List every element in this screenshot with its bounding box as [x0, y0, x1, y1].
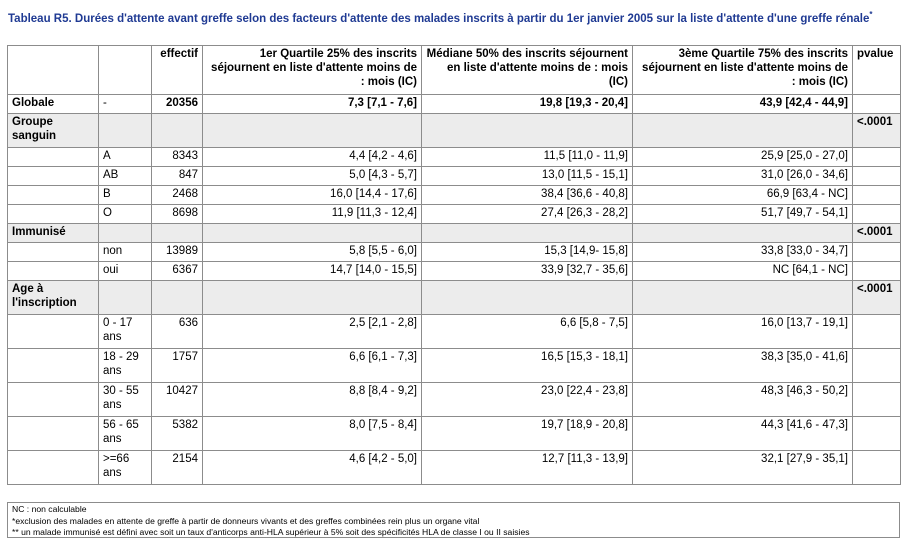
row-median: 27,4 [26,3 - 28,2]	[422, 205, 633, 224]
header-empty-1	[8, 46, 99, 95]
row-effectif: 636	[152, 315, 203, 349]
table-row	[8, 451, 901, 485]
globale-q3: 43,9 [42,4 - 44,9]	[633, 95, 853, 114]
table-row	[8, 262, 901, 281]
header-q3: 3ème Quartile 75% des inscrits séjournent en liste d'attente moins de : mois (IC)	[633, 46, 853, 95]
row-q1: 5,8 [5,5 - 6,0]	[203, 243, 422, 262]
row-median: 15,3 [14,9- 15,8]	[422, 243, 633, 262]
row-effectif: 2468	[152, 186, 203, 205]
row-sub: B	[99, 186, 152, 205]
table-row	[8, 417, 901, 451]
row-effectif: 6367	[152, 262, 203, 281]
row-effectif: 13989	[152, 243, 203, 262]
row-q1: 4,6 [4,2 - 5,0]	[203, 451, 422, 485]
table-row	[8, 349, 901, 383]
row-median: 38,4 [36,6 - 40,8]	[422, 186, 633, 205]
table-title: Tableau R5. Durées d'attente avant greffe selon des facteurs d'attente des malades inscrits à partir du 1er janvier 2005 sur la liste d'attente d'une greffe rénale*	[8, 10, 873, 25]
group-label: Groupe sanguin	[8, 114, 99, 148]
row-sub: 18 - 29 ans	[99, 349, 152, 383]
globale-label: Globale	[8, 95, 99, 114]
group-pvalue: <.0001	[853, 224, 901, 243]
row-sub: O	[99, 205, 152, 224]
title-footnote-mark: *	[869, 10, 873, 19]
row-effectif: 8343	[152, 148, 203, 167]
row-q3: 25,9 [25,0 - 27,0]	[633, 148, 853, 167]
row-q1: 16,0 [14,4 - 17,6]	[203, 186, 422, 205]
row-effectif: 10427	[152, 383, 203, 417]
footnote-exclusion: *exclusion des malades en attente de greffe à partir de donneurs vivants et des greffes combinées rein plus un organe vital	[12, 515, 480, 526]
group-label: Immunisé	[8, 224, 99, 243]
row-q1: 5,0 [4,3 - 5,7]	[203, 167, 422, 186]
row-q1: 11,9 [11,3 - 12,4]	[203, 205, 422, 224]
row-median: 12,7 [11,3 - 13,9]	[422, 451, 633, 485]
table-row	[8, 148, 901, 167]
row-globale	[8, 95, 901, 114]
globale-pvalue	[853, 95, 901, 114]
table-row	[8, 205, 901, 224]
row-effectif: 847	[152, 167, 203, 186]
group-row-blood	[8, 114, 901, 148]
table-row	[8, 186, 901, 205]
row-effectif: 5382	[152, 417, 203, 451]
row-sub: oui	[99, 262, 152, 281]
row-sub: >=66 ans	[99, 451, 152, 485]
globale-sub: -	[99, 95, 152, 114]
row-median: 6,6 [5,8 - 7,5]	[422, 315, 633, 349]
row-q3: 38,3 [35,0 - 41,6]	[633, 349, 853, 383]
row-q3: 32,1 [27,9 - 35,1]	[633, 451, 853, 485]
row-q1: 8,8 [8,4 - 9,2]	[203, 383, 422, 417]
header-q1: 1er Quartile 25% des inscrits séjournent en liste d'attente moins de : mois (IC)	[203, 46, 422, 95]
row-sub: 56 - 65 ans	[99, 417, 152, 451]
row-q3: 44,3 [41,6 - 47,3]	[633, 417, 853, 451]
row-effectif: 8698	[152, 205, 203, 224]
row-q1: 4,4 [4,2 - 4,6]	[203, 148, 422, 167]
row-q3: 66,9 [63,4 - NC]	[633, 186, 853, 205]
row-q3: NC [64,1 - NC]	[633, 262, 853, 281]
row-median: 11,5 [11,0 - 11,9]	[422, 148, 633, 167]
row-sub: 30 - 55 ans	[99, 383, 152, 417]
globale-effectif: 20356	[152, 95, 203, 114]
group-pvalue: <.0001	[853, 281, 901, 315]
row-sub: non	[99, 243, 152, 262]
row-q1: 6,6 [6,1 - 7,3]	[203, 349, 422, 383]
table-row	[8, 383, 901, 417]
row-effectif: 2154	[152, 451, 203, 485]
row-q1: 14,7 [14,0 - 15,5]	[203, 262, 422, 281]
globale-q1: 7,3 [7,1 - 7,6]	[203, 95, 422, 114]
table-row	[8, 167, 901, 186]
row-median: 23,0 [22,4 - 23,8]	[422, 383, 633, 417]
row-median: 13,0 [11,5 - 15,1]	[422, 167, 633, 186]
table-row	[8, 243, 901, 262]
header-pvalue: pvalue	[853, 46, 901, 95]
header-effectif: effectif	[152, 46, 203, 95]
row-median: 16,5 [15,3 - 18,1]	[422, 349, 633, 383]
group-label: Age à l'inscription	[8, 281, 99, 315]
row-q3: 16,0 [13,7 - 19,1]	[633, 315, 853, 349]
row-q3: 31,0 [26,0 - 34,6]	[633, 167, 853, 186]
group-row-age	[8, 281, 901, 315]
row-sub: 0 - 17 ans	[99, 315, 152, 349]
row-q3: 51,7 [49,7 - 54,1]	[633, 205, 853, 224]
row-effectif: 1757	[152, 349, 203, 383]
row-q1: 8,0 [7,5 - 8,4]	[203, 417, 422, 451]
row-q3: 48,3 [46,3 - 50,2]	[633, 383, 853, 417]
group-pvalue: <.0001	[853, 114, 901, 148]
row-q3: 33,8 [33,0 - 34,7]	[633, 243, 853, 262]
globale-median: 19,8 [19,3 - 20,4]	[422, 95, 633, 114]
footnote-nc: NC : non calculable	[12, 504, 87, 514]
row-median: 33,9 [32,7 - 35,6]	[422, 262, 633, 281]
row-median: 19,7 [18,9 - 20,8]	[422, 417, 633, 451]
header-empty-2	[99, 46, 152, 95]
header-median: Médiane 50% des inscrits séjournent en liste d'attente moins de : mois (IC)	[422, 46, 633, 95]
header-row	[8, 46, 901, 95]
table-row	[8, 315, 901, 349]
row-sub: A	[99, 148, 152, 167]
group-row-immunised	[8, 224, 901, 243]
waiting-time-table	[7, 45, 901, 485]
row-sub: AB	[99, 167, 152, 186]
footnote-immunised: ** un malade immunisé est défini avec soit un taux d'anticorps anti-HLA supérieur à 5% soit des spécificités HLA de classe I ou II saisies	[12, 527, 530, 537]
row-q1: 2,5 [2,1 - 2,8]	[203, 315, 422, 349]
footnotes	[7, 502, 900, 538]
